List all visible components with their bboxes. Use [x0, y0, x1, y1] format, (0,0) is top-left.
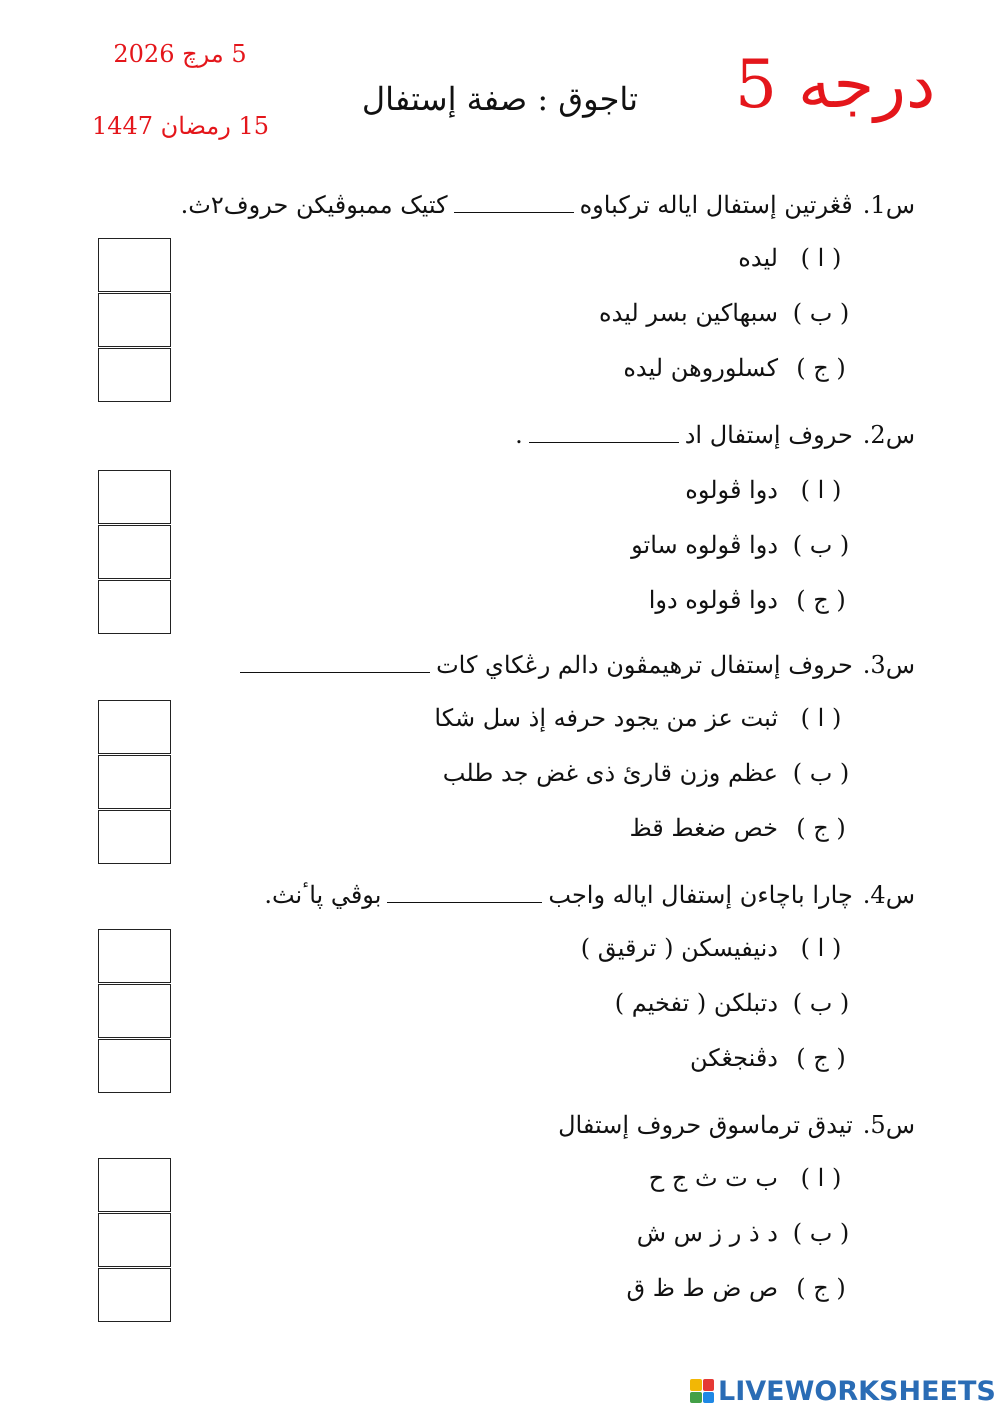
option-text: دڤنجڠکن	[690, 1044, 778, 1072]
question-number: س5.	[862, 1111, 915, 1139]
option-q5-b	[637, 1218, 850, 1249]
question-number: س3.	[862, 651, 915, 679]
option-letter: ( ج )	[796, 814, 846, 842]
question-text: تيدق ترماسوق حروف إستفال	[558, 1111, 853, 1139]
question-4	[264, 880, 915, 911]
answer-box-q1-a[interactable]	[98, 238, 171, 292]
date-gregorian: 5 مرچ 2026	[113, 40, 247, 68]
question-text-after: .	[515, 421, 523, 449]
option-letter: ( ا )	[800, 1164, 842, 1192]
option-letter: ( ج )	[796, 1274, 846, 1302]
option-letter: ( ا )	[800, 704, 842, 732]
answer-box-q1-b[interactable]	[98, 293, 171, 347]
option-q2-c	[649, 585, 850, 616]
answer-box-q5-c[interactable]	[98, 1268, 171, 1322]
question-text: ڤڠرتين إستفال اياله ترکباوه	[579, 191, 853, 219]
option-q4-b	[615, 988, 850, 1019]
question-text: چارا باچاءن إستفال اياله واجب	[548, 881, 853, 909]
liveworksheets-brand	[690, 1376, 996, 1406]
option-q3-a	[434, 703, 850, 734]
question-text-after: کتيک ممبوڤيکن حروف٢ث.	[180, 191, 448, 219]
answer-blank	[240, 654, 430, 673]
question-number: س4.	[862, 881, 915, 909]
question-number: س1.	[862, 191, 915, 219]
answer-box-q4-b[interactable]	[98, 984, 171, 1038]
option-text: دتبلکن ( تفخيم )	[614, 989, 778, 1017]
answer-box-q2-a[interactable]	[98, 470, 171, 524]
option-letter: ( ب )	[792, 1219, 850, 1247]
brand-text: LIVEWORKSHEETS	[718, 1375, 996, 1407]
question-1	[181, 190, 915, 221]
option-q5-a	[649, 1163, 850, 1194]
option-q1-b	[599, 298, 850, 329]
option-q3-b	[443, 758, 850, 789]
option-letter: ( ب )	[792, 759, 850, 787]
answer-box-q5-b[interactable]	[98, 1213, 171, 1267]
option-letter: ( ج )	[796, 1044, 846, 1072]
question-2	[515, 420, 915, 451]
question-text: حروف إستفال اد	[684, 421, 853, 449]
option-letter: ( ا )	[800, 476, 842, 504]
answer-box-q2-c[interactable]	[98, 580, 171, 634]
option-q1-c	[623, 353, 850, 384]
answer-box-q5-a[interactable]	[98, 1158, 171, 1212]
answer-blank	[454, 194, 574, 213]
option-q2-a	[685, 475, 850, 506]
answer-box-q2-b[interactable]	[98, 525, 171, 579]
liveworksheets-logo-icon	[690, 1379, 714, 1403]
question-text-after: بوڤي ڽاٴنث.	[264, 881, 382, 909]
option-text: دوا ڤولوه ساتو	[631, 531, 778, 559]
option-letter: ( ب )	[792, 299, 850, 327]
option-q5-c	[626, 1273, 850, 1304]
option-q1-a	[738, 243, 850, 274]
answer-blank	[387, 884, 542, 903]
logo-square	[703, 1379, 715, 1391]
option-text: عظم وزن قارئ ذى غض جد طلب	[442, 759, 778, 787]
option-text: کسلوروهن ليده	[623, 354, 778, 382]
option-text: خص ضغط قظ	[629, 814, 778, 842]
answer-box-q3-a[interactable]	[98, 700, 171, 754]
answer-box-q3-b[interactable]	[98, 755, 171, 809]
option-q3-c	[630, 813, 851, 844]
option-letter: ( ج )	[796, 586, 846, 614]
answer-blank	[529, 424, 679, 443]
question-number: س2.	[862, 421, 915, 449]
grade-label: درجه 5	[735, 46, 936, 123]
worksheet-title: تاجوق : صفة إستفال	[361, 80, 639, 118]
question-text: حروف إستفال ترهيمڤون دالم رڠکاي کات	[436, 651, 853, 679]
option-letter: ( ب )	[792, 531, 850, 559]
answer-box-q1-c[interactable]	[98, 348, 171, 402]
logo-square	[690, 1392, 702, 1404]
option-text: دوا ڤولوه دوا	[648, 586, 778, 614]
option-letter: ( ب )	[792, 989, 850, 1017]
option-text: د ذ ر ز س ش	[636, 1219, 778, 1247]
option-text: ب ت ث ج ح	[648, 1164, 778, 1192]
answer-box-q4-a[interactable]	[98, 929, 171, 983]
option-text: ليده	[738, 244, 778, 272]
option-letter: ( ا )	[800, 244, 842, 272]
answer-box-q4-c[interactable]	[98, 1039, 171, 1093]
logo-square	[703, 1392, 715, 1404]
question-5	[558, 1110, 915, 1141]
option-q2-b	[631, 530, 850, 561]
option-letter: ( ج )	[796, 354, 846, 382]
date-hijri: 15 رمضان 1447	[91, 112, 270, 140]
logo-square	[690, 1379, 702, 1391]
option-letter: ( ا )	[800, 934, 842, 962]
option-q4-c	[690, 1043, 850, 1074]
option-text: ثبت عز من يجود حرفه إذ سل شكا	[434, 704, 778, 732]
question-3	[234, 650, 915, 681]
option-text: دنيفيسکن ( ترقيق )	[580, 934, 778, 962]
answer-box-q3-c[interactable]	[98, 810, 171, 864]
option-text: ص ض ط ظ ق	[626, 1274, 778, 1302]
option-text: دوا ڤولوه	[685, 476, 778, 504]
option-text: سبهاکين بسر ليده	[599, 299, 778, 327]
option-q4-a	[581, 933, 850, 964]
